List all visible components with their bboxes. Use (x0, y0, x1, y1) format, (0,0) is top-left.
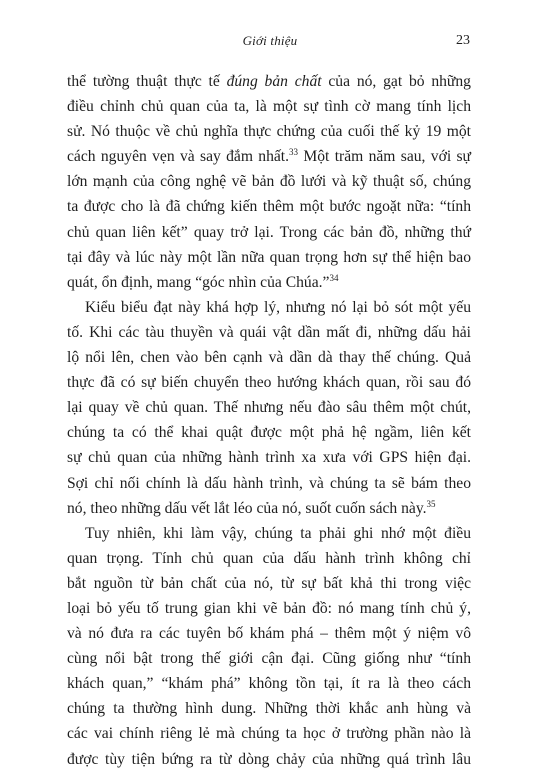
text-line: chúng ta thường hình dung. Những thời khắc anh hùng và (67, 700, 471, 718)
text-line: được tùy tiện bứng ra từ dòng chảy của những quá trình lâu (67, 750, 471, 768)
paragraph (67, 521, 471, 772)
text-line: Tuy nhiên, khi làm vậy, chúng ta phải ghi nhớ một điều (85, 524, 471, 542)
text-line: lại quay về chủ quan. Thế nhưng nếu đào sâu thêm một chút, (67, 399, 471, 417)
text-line: và nó đưa ra các tuyên bố khám phá – thêm một ý niệm vô (67, 625, 471, 643)
text-line: bắt nguồn từ bản chất của nó, từ sự bất khả thi trong việc (67, 574, 471, 592)
text-line: cách nguyên vẹn và say đắm nhất.$^{33}$ Một trăm năm sau, với sự (67, 147, 471, 166)
text-line: chủ quan liên kết” quay trở lại. Trong các bản đồ, những thứ (67, 223, 471, 241)
text-line: Sợi chỉ nối chính là dấu hành trình, và chúng ta sẽ bám theo (67, 474, 471, 492)
chapter-title: Giới thiệu (242, 33, 298, 48)
text-line: loại bỏ yếu tố trung gian khi vẽ bản đồ: nó mang tính chủ ý, (67, 599, 471, 617)
text-line: các vai chính riêng lẻ mà chúng ta học ở trường phần nào là (67, 725, 471, 743)
footnote-ref: 33 (289, 147, 299, 158)
text-line: sự chủ quan của những hành trình xa xưa với GPS hiện đại. (67, 449, 471, 467)
text-line: quát, ổn định, mang “góc nhìn của Chúa.”$^{34}$ (67, 272, 339, 291)
text-line: chúng ta có thể khai quật được một phả hệ ngầm, liên kết (67, 424, 471, 442)
text-line: khách quan,” “khám phá” không tồn tại, ít ra là theo cách (67, 675, 471, 693)
page-number: 23 (456, 33, 470, 48)
text-line: ta được cho là đã chứng kiến thêm một bước ngoặt nữa: “tính (67, 198, 471, 216)
text-line: sử. Nó thuộc về chủ nghĩa thực chứng của cuối thế kỷ 19 một (67, 123, 471, 141)
paragraph (67, 295, 471, 521)
text-line: điều chỉnh chủ quan của ta, là một sự tình cờ mang tính lịch (67, 98, 471, 116)
footnote-ref: 34 (329, 272, 339, 283)
text-line: lớn mạnh của công nghệ vẽ bản đồ lưới và kỹ thuật số, chúng (67, 173, 471, 191)
text-line: Kiểu biểu đạt này khá hợp lý, nhưng nó lại bỏ sót một yếu (85, 298, 471, 316)
text-line: lộ nổi lên, chen vào bên cạnh và dần dà thay thế chúng. Quả (67, 349, 471, 367)
footnote-ref: 35 (426, 498, 436, 509)
text-line: thể tường thuật thực tế đúng bản chất của nó, gạt bỏ những (67, 73, 471, 90)
text-line: cùng nổi bật trong thế giới cận đại. Cũng giống như “tính (67, 650, 471, 668)
running-header (0, 33, 540, 53)
emphasis: đúng bản chất (226, 73, 322, 90)
text-line: thực đã có sự biến chuyển theo hướng khách quan, rồi sau đó (67, 374, 471, 392)
text-line: tố. Khi các tàu thuyền và quái vật dần mất đi, những dấu hải (67, 323, 471, 341)
text-line: nó, theo những dấu vết lắt léo của nó, suốt cuốn sách này.$^{35}$ (67, 498, 436, 517)
paragraph (67, 69, 471, 295)
body-text (67, 69, 471, 772)
text-line: quan trọng. Tính chủ quan của dấu hành trình không chỉ (67, 549, 471, 567)
text-line: tại đây và lúc này một lần nữa quan trọng hơn sự thể hiện bao (67, 248, 471, 266)
